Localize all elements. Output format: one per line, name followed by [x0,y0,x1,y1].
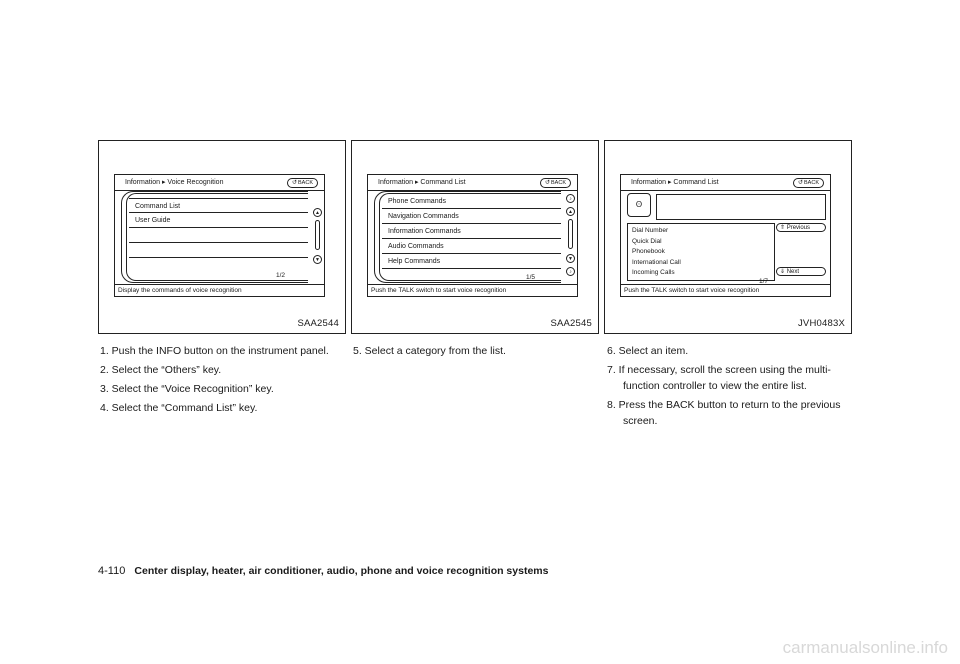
list-item[interactable]: International Call [632,258,681,266]
list-item[interactable]: Command List [129,198,308,213]
screen-voice-recognition [114,174,325,297]
scroll-up-icon[interactable]: ▲ [566,207,575,216]
instruction-step: 7. If necessary, scroll the screen using the multi-function controller to view the entire list. [607,364,831,392]
instruction-step: 1. Push the INFO button on the instrument panel. [100,345,329,357]
back-button[interactable]: ↺BACK [287,178,318,188]
page-footer [98,565,548,577]
double-down-icon: ⇓ [780,269,786,275]
list-item[interactable]: Information Commands [382,224,561,239]
instruction-step: 4. Select the “Command List” key. [100,402,258,414]
instructions-column-3 [607,343,852,432]
back-button[interactable]: ↺BACK [540,178,571,188]
previous-button[interactable]: ⇑ Previous [776,223,826,232]
instructions-column-2 [353,343,598,362]
breadcrumb: Information ▸ Command List [378,179,466,186]
list-item[interactable]: Audio Commands [382,239,561,254]
next-button[interactable]: ⇓ Next [776,267,826,276]
instruction-step: 8. Press the BACK button to return to the previous screen. [607,399,841,427]
back-arrow-icon: ↺ [797,180,804,186]
watermark: carmanualsonline.info [782,638,948,657]
list-item[interactable]: Phonebook [632,248,665,255]
double-up-icon: ⇑ [780,225,786,231]
figure-command-list [351,140,599,334]
figure-caption: SAA2544 [297,318,339,329]
list-item[interactable]: Incoming Calls [632,269,675,276]
breadcrumb: Information ▸ Voice Recognition [125,179,224,186]
breadcrumb: Information ▸ Command List [631,179,719,186]
back-button[interactable]: ↺BACK [793,178,824,188]
screen-header [368,175,577,191]
talk-icon[interactable]: ♪ [566,267,575,276]
speaker-icon: ʘ [627,193,651,217]
instructions-column-1 [100,343,345,419]
page-indicator: 1/7 [759,278,769,285]
figure-voice-recognition [98,140,346,334]
scrollbar[interactable] [568,219,573,249]
figure-caption: SAA2545 [550,318,592,329]
instruction-step: 5. Select a category from the list. [353,345,506,357]
scroll-down-icon[interactable]: ▼ [566,254,575,263]
instruction-step: 6. Select an item. [607,345,689,357]
list-item[interactable]: Navigation Commands [382,209,561,224]
list-item-empty [129,243,308,258]
page-indicator: 1/5 [526,274,536,281]
page-number: 4-110 [98,565,126,577]
screen-phone-commands [620,174,831,297]
category-list [382,194,561,269]
scrollbar[interactable] [315,220,320,250]
menu-list [129,198,308,258]
screen-footer: Push the TALK switch to start voice recognition [368,284,577,296]
command-list [627,223,775,281]
list-item[interactable]: Dial Number [632,227,669,234]
scroll-up-icon[interactable]: ▲ [313,208,322,217]
screen-header [115,175,324,191]
list-item-empty [129,228,308,243]
instruction-step: 3. Select the “Voice Recognition” key. [100,383,274,395]
figure-caption: JVH0483X [797,318,845,329]
chapter-title: Center display, heater, air conditioner, audio, phone and voice recognition systems [134,565,549,577]
list-item[interactable]: Phone Commands [382,194,561,209]
command-display-box [656,194,826,220]
screen-footer: Push the TALK switch to start voice recognition [621,284,830,296]
figure-phone-commands [604,140,852,334]
screen-command-list [367,174,578,297]
instruction-step: 2. Select the “Others” key. [100,364,222,376]
scroll-down-icon[interactable]: ▼ [313,255,322,264]
list-item[interactable]: Help Commands [382,254,561,269]
back-arrow-icon: ↺ [291,180,298,186]
screen-header [621,175,830,191]
talk-icon[interactable]: ♪ [566,194,575,203]
list-item[interactable]: User Guide [129,213,308,228]
list-item[interactable]: Quick Dial [632,237,662,245]
page-indicator: 1/2 [276,272,286,279]
back-arrow-icon: ↺ [544,180,551,186]
screen-footer: Display the commands of voice recognition [115,284,324,296]
